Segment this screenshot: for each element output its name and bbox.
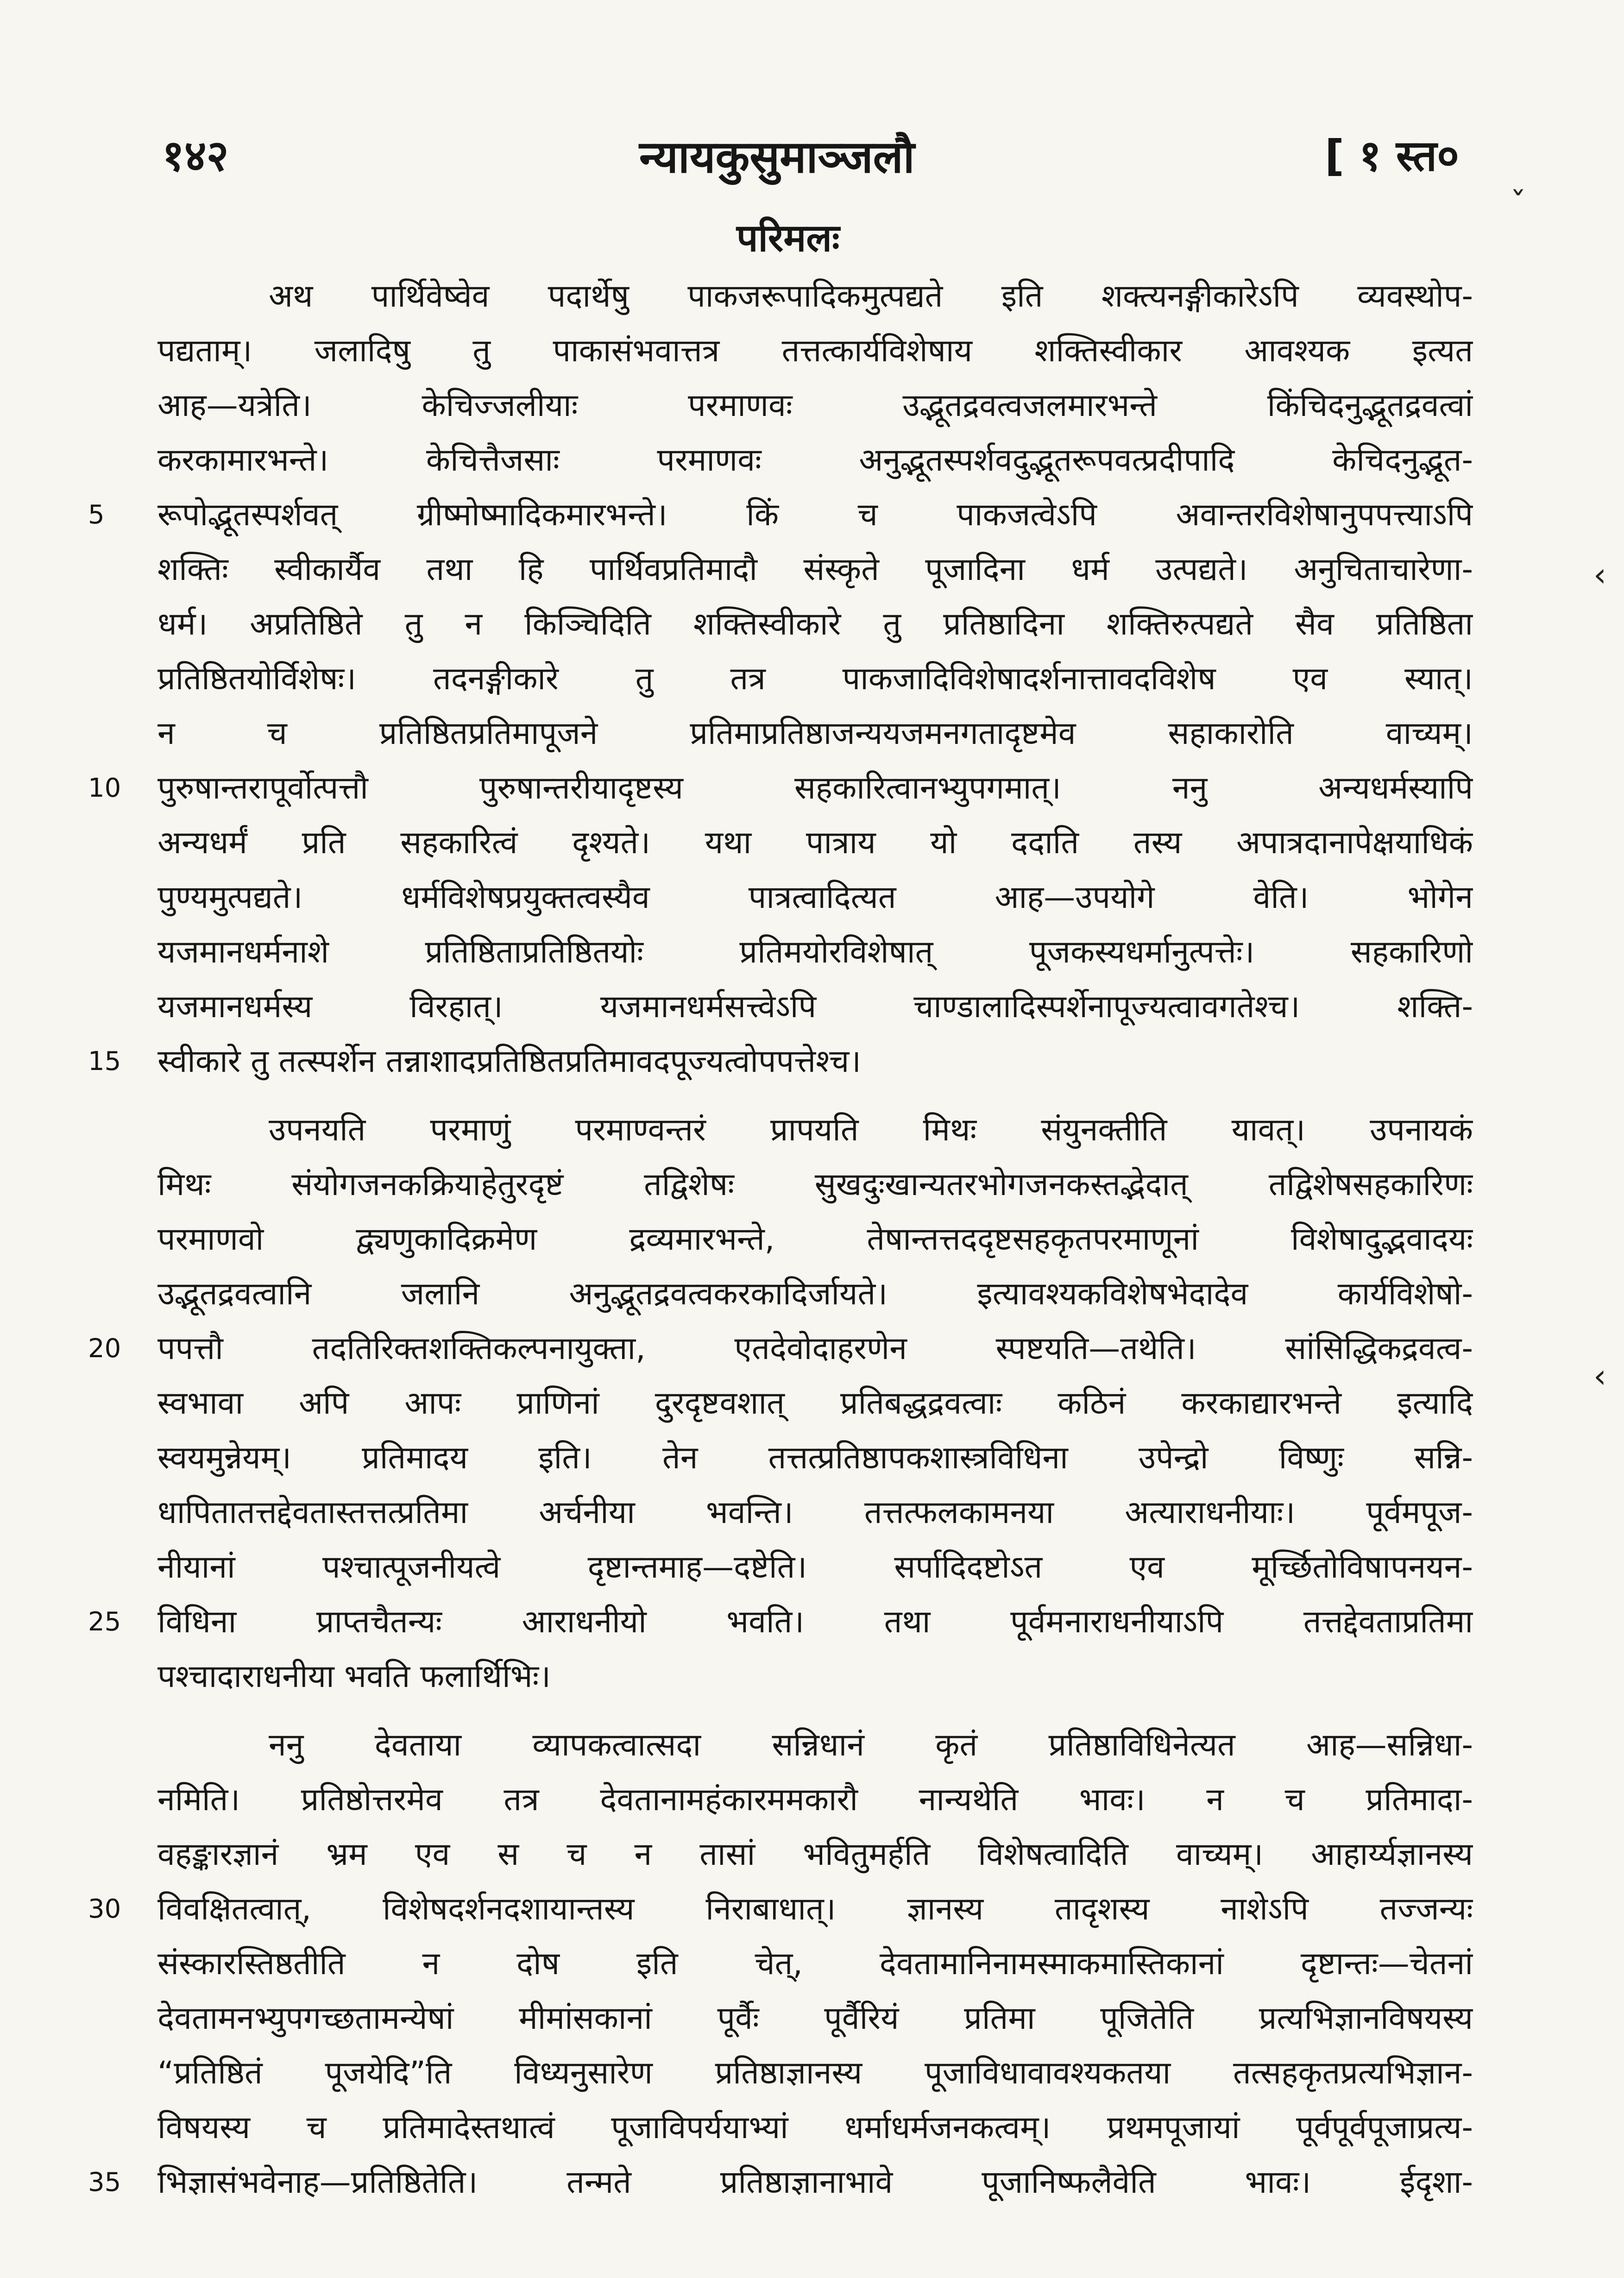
running-title: न्यायकुसुमाञ्जलौ [639,131,915,183]
text-line: नमिति। प्रतिष्ठोत्तरमेव तत्र देवतानामहंकारममकारौ नान्यथेति भावः। न च प्रतिमादा- [157,1781,1473,1818]
text-line: देवतामनभ्युपगच्छतामन्येषां मीमांसकानां पूर्वैः पूर्वैरियं प्रतिमा पूजितेति प्रत्यभिज्ञानविषयस्य [157,2000,1473,2037]
text-line: स्वीकारे तु तत्स्पर्शेन तन्नाशादप्रतिष्ठितप्रतिमावदपूज्यत्वोपपत्तेश्च। [157,1043,862,1080]
section-marker: [ १ स्त० [1324,131,1459,181]
text-line: रूपोद्भूतस्पर्शवत् ग्रीष्मोष्मादिकमारभन्ते। किं च पाकजत्वेऽपि अवान्तरविशेषानुपपत्त्याऽपि [157,497,1473,533]
text-line: धापितातत्तद्देवतास्तत्तत्प्रतिमा अर्चनीया भवन्ति। तत्तत्फलकामनया अत्याराधनीयाः। पूर्वमपूज- [157,1494,1473,1531]
text-line: करकामारभन्ते। केचित्तैजसाः परमाणवः अनुद्भूतस्पर्शवदुद्भूतरूपवत्प्रदीपादि केचिदनुद्भूत- [157,442,1473,478]
line-number: 5 [88,500,105,530]
text-line: न च प्रतिष्ठितप्रतिमापूजने प्रतिमाप्रतिष्ठाजन्ययजमनगतादृष्टमेव सहाकारोति वाच्यम्। [157,715,1473,752]
text-line: पश्चादाराधनीया भवति फलार्थिभिः। [157,1658,551,1695]
text-line: परमाणवो द्व्यणुकादिक्रमेण द्रव्यमारभन्ते, तेषान्तत्तददृष्टसहकृतपरमाणूनां विशेषादुद्भवादयः [157,1221,1473,1258]
text-line: पद्यताम्। जलादिषु तु पाकासंभवात्तत्र तत्तत्कार्यविशेषाय शक्तिस्वीकार आवश्यक इत्यत [157,333,1473,369]
text-line: यजमानधर्मस्य विरहात्। यजमानधर्मसत्त्वेऽपि चाण्डालादिस्पर्शेनापूज्यत्वावगतेश्च। शक्ति- [157,988,1473,1025]
subheading: परिमलः [736,216,840,260]
text-line: प्रतिष्ठितयोर्विशेषः। तदनङ्गीकारे तु तत्र पाकजादिविशेषादर्शनात्तावदविशेष एव स्यात्। [157,661,1473,697]
text-line: पुण्यमुत्पद्यते। धर्मविशेषप्रयुक्तत्वस्यैव पात्रत्वादित्यत आह—उपयोगे वेति। भोगेन [157,879,1473,916]
text-line: उद्भूतद्रवत्वानि जलानि अनुद्भूतद्रवत्वकरकादिर्जायते। इत्यावश्यकविशेषभेदादेव कार्यविशेषो- [157,1276,1473,1312]
line-number: 35 [88,2167,121,2197]
page-header [162,125,1459,190]
text-line: वहङ्कारज्ञानं भ्रम एव स च न तासां भवितुमर्हति विशेषत्वादिति वाच्यम्। आहार्य्यज्ञानस्य [157,1836,1473,1873]
text-line: ननु देवताया व्यापकत्वात्सदा सन्निधानं कृतं प्रतिष्ठाविधिनेत्यत आह—सन्निधा- [269,1727,1473,1763]
text-line: विषयस्य च प्रतिमादेस्तथात्वं पूजाविपर्ययाभ्यां धर्माधर्मजनकत्वम्। प्रथमपूजायां पूर्वपूर्वपूजाप्रत्य- [157,2109,1473,2146]
text-line: शक्तिः स्वीकार्यैव तथा हि पार्थिवप्रतिमादौ संस्कृते पूजादिना धर्म उत्पद्यते। अनुचिताचारेणा- [157,551,1473,588]
text-line: अथ पार्थिवेष्वेव पदार्थेषु पाकजरूपादिकमुत्पद्यते इति शक्त्यनङ्गीकारेऽपि व्यवस्थोप- [269,278,1473,315]
margin-mark-mid2: ‹ [1593,1357,1606,1395]
line-number: 30 [88,1894,121,1924]
text-line: आह—यत्रेति। केचिज्जलीयाः परमाणवः उद्भूतद्रवत्वजलमारभन्ते किंचिदनुद्भूतद्रवत्वां [157,387,1473,424]
text-line: पपत्तौ तदतिरिक्तशक्तिकल्पनायुक्ता, एतदेवोदाहरणेन स्पष्टयति—तथेति। सांसिद्धिकद्रवत्व- [157,1330,1473,1367]
line-number: 20 [88,1334,121,1364]
text-line: संस्कारस्तिष्ठतीति न दोष इति चेत्, देवतामानिनामस्माकमास्तिकानां दृष्टान्तः—चेतनां [157,1945,1473,1982]
text-line: “प्रतिष्ठितं पूजयेदि”ति विध्यनुसारेण प्रतिष्ठाज्ञानस्य पूजाविधावावश्यकतया तत्सहकृतप्रत्यभिज्ञान- [157,2055,1473,2091]
text-line: विधिना प्राप्तचैतन्यः आराधनीयो भवति। तथा पूर्वमनाराधनीयाऽपि तत्तद्देवताप्रतिमा [157,1604,1473,1640]
text-line: धर्म। अप्रतिष्ठिते तु न किञ्चिदिति शक्तिस्वीकारे तु प्रतिष्ठादिना शक्तिरुत्पद्यते सैव प्रतिष्ठिता [157,606,1473,642]
line-number: 15 [88,1046,121,1076]
text-line: स्वयमुन्नेयम्। प्रतिमादय इति। तेन तत्तत्प्रतिष्ठापकशास्त्रविधिना उपेन्द्रो विष्णुः सन्नि- [157,1440,1473,1476]
text-line: उपनयति परमाणुं परमाण्वन्तरं प्रापयति मिथः संयुनक्तीति यावत्। उपनायकं [269,1112,1473,1148]
text-line: मिथः संयोगजनकक्रियाहेतुरदृष्टं तद्विशेषः सुखदुःखान्यतरभोगजनकस्तद्भेदात् तद्विशेषसहकारिणः [157,1166,1473,1203]
line-number: 10 [88,773,121,803]
page-number: १४२ [162,131,229,181]
margin-mark-mid1: ‹ [1593,556,1606,594]
text-line: विवक्षितत्वात्, विशेषदर्शनदशायान्तस्य निराबाधात्। ज्ञानस्य तादृशस्य नाशेऽपि तज्जन्यः [157,1891,1473,1927]
margin-mark-top: ˇ [1510,185,1526,223]
text-line: स्वभावा अपि आपः प्राणिनां दुरदृष्टवशात् प्रतिबद्धद्रवत्वाः कठिनं करकाद्यारभन्ते इत्यादि [157,1385,1473,1422]
line-number: 25 [88,1607,121,1637]
text-line: अन्यधर्मं प्रति सहकारित्वं दृश्यते। यथा पात्राय यो ददाति तस्य अपात्रदानापेक्षयाधिकं [157,824,1473,861]
text-line: नीयानां पश्चात्पूजनीयत्वे दृष्टान्तमाह—दष्टेति। सर्पादिदष्टोऽत एव मूर्च्छितोविषापनयन- [157,1549,1473,1586]
text-line: भिज्ञासंभवेनाह—प्रतिष्ठितेति। तन्मते प्रतिष्ठाज्ञानाभावे पूजानिष्फलैवेति भावः। ईदृशा- [157,2164,1473,2201]
text-line: पुरुषान्तरापूर्वोत्पत्तौ पुरुषान्तरीयादृष्टस्य सहकारित्वानभ्युपगमात्। ननु अन्यधर्मस्यापि [157,770,1473,806]
text-line: यजमानधर्मनाशे प्रतिष्ठिताप्रतिष्ठितयोः प्रतिमयोरविशेषात् पूजकस्यधर्मानुत्पत्तेः। सहकारिणो [157,934,1473,970]
